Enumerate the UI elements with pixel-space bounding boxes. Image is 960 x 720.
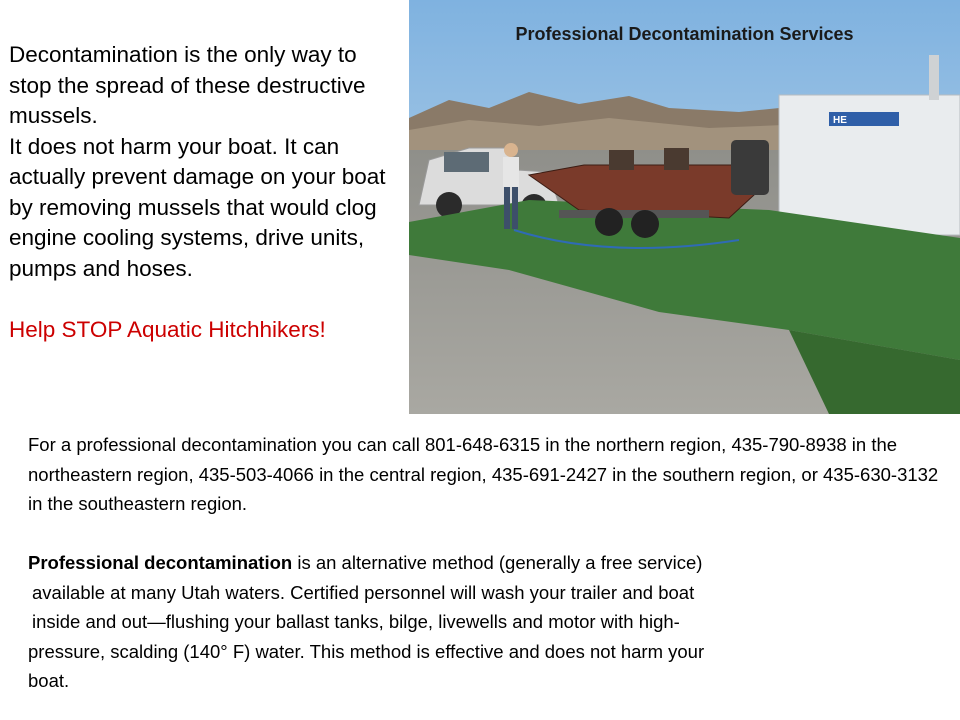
intro-paragraph-boat: It does not harm your boat. It can actually prevent damage on your boat by removing mussels that would clog engine cooling systems, drive units, pumps and hoses. <box>9 133 386 281</box>
trailer-wheel <box>595 208 623 236</box>
spacer <box>28 519 948 549</box>
worker-shirt <box>503 157 519 187</box>
spacer <box>9 284 404 315</box>
outboard-motor <box>731 140 769 195</box>
decontamination-photo <box>409 0 960 414</box>
info-text-block <box>28 430 948 696</box>
trailer-wheel <box>631 210 659 238</box>
description-line: inside and out—flushing your ballast tanks, bilge, livewells and motor with high- <box>32 611 680 632</box>
description-line: pressure, scalding (140° F) water. This method is effective and does not harm your <box>28 640 705 662</box>
intro-paragraph: Decontamination is the only way to stop the spread of these destructive mussels. <box>9 42 366 128</box>
slogan: Help STOP Aquatic Hitchhikers! <box>9 316 326 342</box>
description-bold-lead: Professional decontamination <box>28 552 293 573</box>
worker-head <box>504 143 518 157</box>
boat-seat <box>609 150 634 170</box>
worker-leg <box>504 187 510 229</box>
photo-illustration <box>409 0 960 414</box>
trailer-sign-text: HE <box>833 115 847 126</box>
trailer-stack <box>929 55 939 100</box>
boat-seat <box>664 148 689 170</box>
truck-window <box>444 152 489 172</box>
description-line: available at many Utah waters. Certified personnel will wash your trailer and boat <box>32 581 695 603</box>
description-line-rest: is an alternative method (generally a free service) <box>292 552 703 573</box>
worker-leg <box>512 187 518 229</box>
description-line: boat. <box>28 670 70 691</box>
contacts-paragraph: For a professional decontamination you can call 801-648-6315 in the northern region, 435-790-8938 in the northeastern region, 435-503-4066 in the central region, 435-691-2427 in the southern region, or 435-630-3132 in the southeastern region. <box>28 434 939 514</box>
photo-caption: Professional Decontamination Services <box>515 24 854 44</box>
description-line <box>28 548 948 578</box>
intro-text-block <box>9 40 404 345</box>
